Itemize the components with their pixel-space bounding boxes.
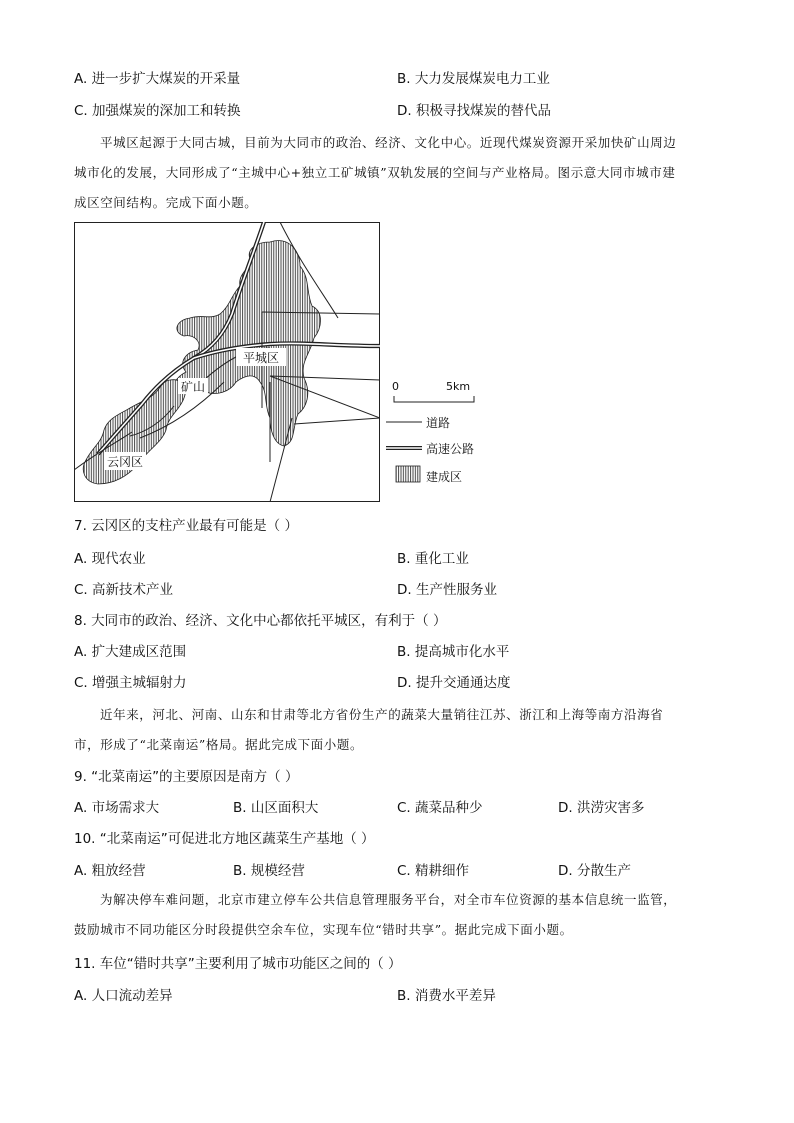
scale-bar — [394, 396, 474, 402]
q7-option-c[interactable]: C. 高新技术产业 — [74, 582, 174, 598]
q9-option-a[interactable]: A. 市场需求大 — [74, 800, 160, 816]
q11-stem: 11. 车位“错时共享”主要利用了城市功能区之间的（ ） — [74, 956, 402, 972]
q8-stem: 8. 大同市的政治、经济、文化中心都依托平城区，有利于（ ） — [74, 613, 447, 629]
legend-built-area-symbol — [396, 466, 420, 482]
q9-option-b[interactable]: B. 山区面积大 — [233, 800, 319, 816]
city-map-svg — [74, 222, 380, 502]
q11-option-a[interactable]: A. 人口流动差异 — [74, 988, 173, 1004]
legend-road-label: 道路 — [426, 416, 451, 430]
q10-option-a[interactable]: A. 粗放经营 — [74, 863, 146, 879]
q6-option-b[interactable]: B. 大力发展煤炭电力工业 — [397, 71, 550, 87]
q11-option-b[interactable]: B. 消费水平差异 — [397, 988, 496, 1004]
q10-option-d[interactable]: D. 分散生产 — [558, 863, 631, 879]
q7-option-d[interactable]: D. 生产性服务业 — [397, 582, 497, 598]
q8-option-b[interactable]: B. 提高城市化水平 — [397, 644, 510, 660]
q7-stem: 7. 云冈区的支柱产业最有可能是（ ） — [74, 518, 298, 534]
passage-1-line-3: 成区空间结构。完成下面小题。 — [74, 195, 258, 210]
q10-option-c[interactable]: C. 精耕细作 — [397, 863, 470, 879]
q6-option-a[interactable]: A. 进一步扩大煤炭的开采量 — [74, 71, 241, 87]
q10-option-b[interactable]: B. 规模经营 — [233, 863, 305, 879]
q8-option-c[interactable]: C. 增强主城辐射力 — [74, 675, 187, 691]
q6-option-d[interactable]: D. 积极寻找煤炭的替代品 — [397, 103, 551, 119]
passage-1-line-1: 平城区起源于大同古城，目前为大同市的政治、经济、文化中心。近现代煤炭资源开采加快矿山周边 — [100, 135, 677, 150]
legend-highway-label: 高速公路 — [426, 442, 475, 456]
map-label-pingcheng: 平城区 — [242, 351, 280, 365]
city-map-figure — [74, 222, 380, 502]
q8-option-a[interactable]: A. 扩大建成区范围 — [74, 644, 187, 660]
q9-option-d[interactable]: D. 洪涝灾害多 — [558, 800, 645, 816]
q8-option-d[interactable]: D. 提升交通通达度 — [397, 675, 511, 691]
scale-km-label: 5km — [446, 380, 471, 393]
passage-3-line-2: 鼓励城市不同功能区分时段提供空余车位，实现车位“错时共享”。据此完成下面小题。 — [74, 922, 573, 937]
passage-3-line-1: 为解决停车难问题，北京市建立停车公共信息管理服务平台，对全市车位资源的基本信息统一监管， — [100, 892, 677, 907]
q7-option-a[interactable]: A. 现代农业 — [74, 551, 146, 567]
q9-stem: 9. “北菜南运”的主要原因是南方（ ） — [74, 769, 299, 785]
map-label-kuangshan: 矿山 — [180, 380, 206, 394]
q9-option-c[interactable]: C. 蔬菜品种少 — [397, 800, 483, 816]
passage-2-line-2: 市，形成了“北菜南运”格局。据此完成下面小题。 — [74, 737, 364, 752]
passage-2-line-1: 近年来，河北、河南、山东和甘肃等北方省份生产的蔬菜大量销往江苏、浙江和上海等南方沿海省 — [100, 707, 664, 722]
passage-1-line-2: 城市化的发展，大同形成了“主城中心+独立工矿城镇”双轨发展的空间与产业格局。图示意大同市城市建 — [74, 165, 676, 180]
q6-option-c[interactable]: C. 加强煤炭的深加工和转换 — [74, 103, 241, 119]
map-legend — [386, 380, 506, 490]
scale-zero-label: 0 — [392, 380, 399, 393]
legend-built-area-label: 建成区 — [426, 470, 463, 484]
q7-option-b[interactable]: B. 重化工业 — [397, 551, 469, 567]
q10-stem: 10. “北菜南运”可促进北方地区蔬菜生产基地（ ） — [74, 831, 375, 847]
map-label-yungang: 云冈区 — [106, 455, 144, 469]
